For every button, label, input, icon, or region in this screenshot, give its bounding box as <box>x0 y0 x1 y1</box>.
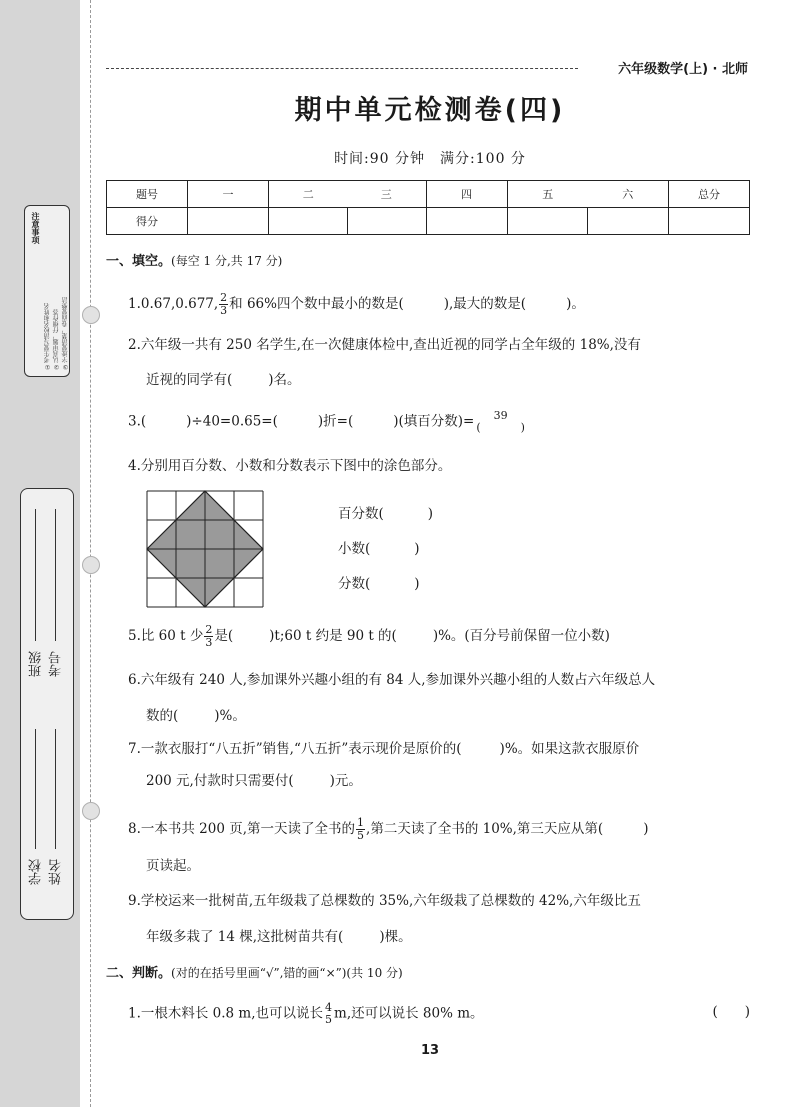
question-text: )折=( <box>317 413 354 430</box>
name-blank[interactable] <box>55 729 56 849</box>
page-title: 期中单元检测卷(四) <box>294 95 566 126</box>
question-text: 数的( <box>146 708 179 724</box>
score-table-merged-cell <box>507 181 668 208</box>
fraction <box>475 410 526 434</box>
class-label: 班级 <box>29 651 44 677</box>
question-6 <box>128 670 750 690</box>
class-blank[interactable] <box>35 509 36 641</box>
fraction-numerator: 1 <box>357 816 365 829</box>
question-text: ,第二天读了全书的 10%,第三天应从第( <box>366 821 604 837</box>
fraction-denominator: 3 <box>205 636 213 649</box>
question-2 <box>128 335 750 355</box>
section-heading <box>106 250 282 269</box>
fraction-denominator: 3 <box>220 304 228 317</box>
fraction <box>324 1002 333 1026</box>
bracket: ) <box>520 421 525 434</box>
decimal-answer <box>338 537 420 557</box>
score-cell[interactable] <box>269 208 348 235</box>
answer-label: 百分数( <box>338 506 384 522</box>
school-label: 学校 <box>29 859 44 885</box>
question-text: ),最大的数是( <box>443 296 527 312</box>
fraction-denominator: 5 <box>325 1013 333 1026</box>
fraction-numerator: 2 <box>220 291 228 304</box>
question-text: 3.( <box>128 413 147 430</box>
question-text: 200 元,付款时只需要付( <box>146 773 294 789</box>
notice-box <box>24 205 70 377</box>
question-text: )棵。 <box>379 929 412 945</box>
question-text: ) <box>643 821 649 837</box>
score-table-cell: 题号 <box>107 181 188 208</box>
fraction <box>356 817 365 842</box>
score-cell[interactable] <box>347 208 426 235</box>
fraction-numerator: 4 <box>325 1001 333 1014</box>
score-table-score-row <box>107 208 750 235</box>
question-9-line-2 <box>146 927 768 947</box>
shaded-grid-figure <box>146 490 264 608</box>
time-score-info: 时间:90 分钟 满分:100 分 <box>334 151 526 167</box>
question-text: 4.分别用百分数、小数和分数表示下图中的涂色部分。 <box>128 458 452 474</box>
fraction-denominator <box>475 422 526 434</box>
student-info-box <box>20 488 74 920</box>
question-8 <box>128 817 750 842</box>
question-text: 2.六年级一共有 250 名学生,在一次健康体检中,查出近视的同学占全年级的 18%,没有 <box>128 337 641 353</box>
question-text: 1.一根木料长 0.8 m,也可以说长 <box>128 1005 324 1022</box>
fraction-numerator: 2 <box>205 623 213 636</box>
score-table-cell: 一 <box>188 181 269 208</box>
question-text: 9.学校运来一批树苗,五年级栽了总棵数的 35%,六年级栽了总棵数的 42%,六年级比五 <box>128 893 641 909</box>
question-text: )(填百分数)= <box>393 413 475 430</box>
school-blank[interactable] <box>35 729 36 849</box>
fraction <box>219 292 228 317</box>
question-text: 8.一本书共 200 页,第一天读了全书的 <box>128 821 356 837</box>
bracket: ( <box>476 421 481 434</box>
notice-line: ②认真审题，仔细作答 <box>53 309 60 370</box>
question-9 <box>128 891 750 911</box>
judgment-1 <box>128 1002 750 1026</box>
question-text: )。 <box>566 296 585 312</box>
score-table <box>106 180 750 235</box>
score-cell[interactable] <box>188 208 269 235</box>
question-text: )名。 <box>268 372 301 388</box>
question-text: 年级多栽了 14 棵,这批树苗共有( <box>146 929 344 945</box>
score-table-header-row <box>107 181 750 208</box>
question-text: 7.一款衣服打“八五折”销售,“八五折”表示现价是原价的( <box>128 741 462 757</box>
score-table-cell: 得分 <box>107 208 188 235</box>
notice-line: ①考生要写清校名和姓名 <box>44 303 51 370</box>
question-6-line-2 <box>146 706 768 726</box>
notice-line: ③字迹要清楚，卷面要整洁 <box>62 297 69 370</box>
section-note: (对的在括号里画“√”,错的画“×”)(共 10 分) <box>171 966 403 980</box>
question-text: 是( <box>214 628 234 644</box>
question-text: 6.六年级有 240 人,参加课外兴趣小组的有 84 人,参加课外兴趣小组的人数占六年级总人 <box>128 672 656 688</box>
score-table-cell: 五 <box>542 188 554 201</box>
subject-label: 六年级数学(上) · 北师 <box>618 62 748 77</box>
question-text: )t;60 t 约是 90 t 的( <box>269 628 397 644</box>
binding-hole-icon <box>82 802 100 820</box>
question-3 <box>128 410 750 434</box>
score-table-cell: 三 <box>380 188 392 201</box>
question-text: )元。 <box>329 773 362 789</box>
answer-label: 小数( <box>338 541 371 557</box>
bracket: ) <box>414 541 420 557</box>
fraction-answer <box>338 572 420 592</box>
page-number: 13 <box>420 1043 440 1058</box>
question-5 <box>128 624 750 649</box>
name-label: 姓名 <box>49 859 64 885</box>
score-table-cell: 四 <box>426 181 507 208</box>
question-1 <box>128 292 750 317</box>
binding-hole-icon <box>82 306 100 324</box>
score-cell[interactable] <box>669 208 750 235</box>
score-table-merged-cell <box>269 181 427 208</box>
judgment-answer-paren[interactable]: ( ) <box>712 1004 750 1020</box>
question-text: )%。如果这款衣服原价 <box>499 741 640 757</box>
score-cell[interactable] <box>426 208 507 235</box>
exam-number-label: 考号 <box>49 651 64 677</box>
question-text: 页读起。 <box>146 858 200 874</box>
bracket: ) <box>414 576 420 592</box>
question-text: )%。 <box>214 708 246 724</box>
question-7 <box>128 739 750 759</box>
section-title: 一、填空。 <box>106 254 172 269</box>
question-text: 5.比 60 t 少 <box>128 628 204 644</box>
question-4 <box>128 456 750 476</box>
notice-lines <box>43 212 70 370</box>
score-table-cell: 六 <box>622 188 634 201</box>
section-title: 二、判断。 <box>106 966 172 981</box>
fraction-numerator: 39 <box>493 409 508 422</box>
percent-answer <box>338 502 433 522</box>
answer-label: 分数( <box>338 576 371 592</box>
score-cell[interactable] <box>588 208 669 235</box>
section-heading <box>106 962 403 981</box>
question-text: )%。(百分号前保留一位小数) <box>432 628 610 644</box>
header-divider <box>106 68 578 69</box>
exam-number-blank[interactable] <box>55 509 56 641</box>
section-note: (每空 1 分,共 17 分) <box>171 254 283 268</box>
fraction-denominator: 5 <box>357 829 365 842</box>
bracket: ) <box>427 506 434 522</box>
question-text: 和 66%四个数中最小的数是( <box>229 296 404 312</box>
question-8-line-2 <box>146 856 768 876</box>
question-7-line-2 <box>146 771 768 791</box>
binding-hole-icon <box>82 556 100 574</box>
question-text: )÷40=0.65=( <box>186 413 278 430</box>
question-2-line-2 <box>146 370 768 390</box>
score-table-cell: 总分 <box>669 181 750 208</box>
score-table-cell: 二 <box>302 188 314 201</box>
question-text: 近视的同学有( <box>146 372 233 388</box>
fraction <box>204 624 213 649</box>
question-text: 1.0.67,0.677, <box>128 296 219 312</box>
notice-title: 注意事项 <box>31 212 40 244</box>
question-text: m,还可以说长 80% m。 <box>334 1005 484 1022</box>
score-cell[interactable] <box>507 208 588 235</box>
